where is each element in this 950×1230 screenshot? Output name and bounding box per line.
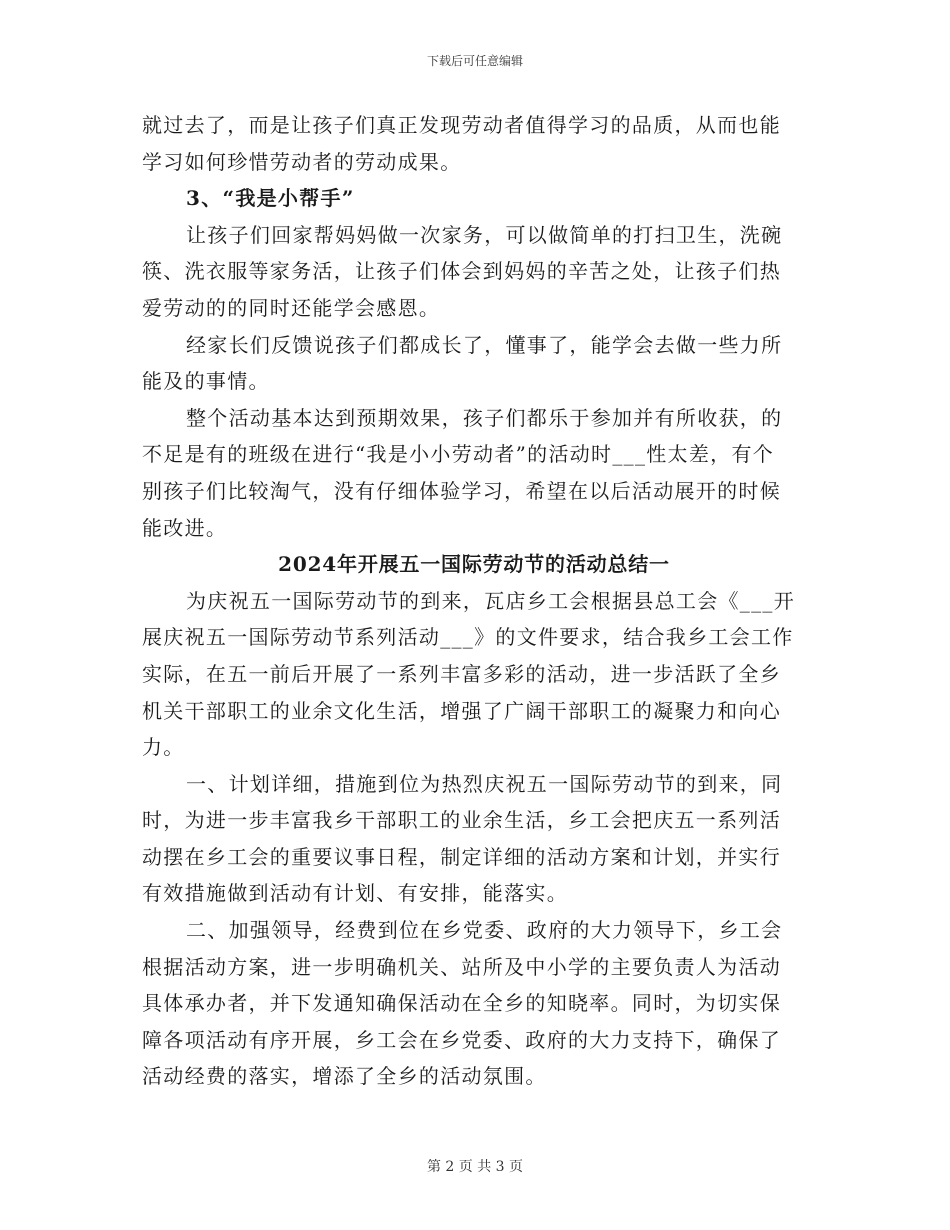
text-line: 实际，在五一前后开展了一系列丰富多彩的活动，进一步活跃了全乡 (142, 661, 781, 686)
text-line: 能改进。 (142, 515, 228, 540)
text-line: 为庆祝五一国际劳动节的到来，瓦店乡工会根据县总工会《___开 (186, 588, 795, 613)
text-line: 具体承办者，并下发通知确保活动在全乡的知晓率。同时，为切实保 (142, 991, 781, 1016)
page-number: 第 2 页 共 3 页 (426, 1159, 524, 1175)
text-line: 学习如何珍惜劳动者的劳动成果。 (142, 149, 462, 174)
text-line: 展庆祝五一国际劳动节系列活动___》的文件要求，结合我乡工会工作 (142, 625, 794, 650)
text-line: 别孩子们比较淘气，没有仔细体验学习，希望在以后活动展开的时候 (142, 478, 781, 503)
text-line: 活动经费的落实，增添了全乡的活动氛围。 (142, 1064, 547, 1089)
text-line: 有效措施做到活动有计划、有安排，能落实。 (142, 881, 568, 906)
text-line: 不足是有的班级在进行“我是小小劳动者”的活动时___性太差，有个 (142, 442, 775, 467)
text-line: 二、加强领导，经费到位在乡党委、政府的大力领导下，乡工会 (186, 918, 783, 943)
text-line: 筷、洗衣服等家务活，让孩子们体会到妈妈的辛苦之处，让孩子们热 (142, 259, 781, 284)
text-line: 能及的事情。 (142, 369, 270, 394)
text-line: 力。 (142, 735, 185, 760)
document-body (142, 107, 806, 1095)
page-header: 下载后可任意编辑 (426, 54, 523, 68)
text-line: 动摆在乡工会的重要议事日程，制定详细的活动方案和计划，并实行 (142, 844, 781, 869)
section-heading: 3、“我是小帮手” (186, 186, 355, 211)
text-line: 经家长们反馈说孩子们都成长了，懂事了，能学会去做一些力所 (186, 332, 783, 357)
text-line: 一、计划详细，措施到位为热烈庆祝五一国际劳动节的到来，同 (186, 771, 783, 796)
text-line: 时，为进一步丰富我乡干部职工的业余生活，乡工会把庆五一系列活 (142, 808, 781, 833)
text-line: 爱劳动的的同时还能学会感恩。 (142, 295, 441, 320)
text-line: 就过去了，而是让孩子们真正发现劳动者值得学习的品质，从而也能 (142, 113, 781, 137)
text-line: 整个活动基本达到预期效果，孩子们都乐于参加并有所收获，的 (186, 405, 783, 430)
section-title: 2024年开展五一国际劳动节的活动总结一 (278, 552, 670, 577)
text-line: 障各项活动有序开展，乡工会在乡党委、政府的大力支持下，确保了 (142, 1027, 781, 1052)
text-line: 机关干部职工的业余文化生活，增强了广阔干部职工的凝聚力和向心 (142, 698, 781, 723)
text-line: 根据活动方案，进一步明确机关、站所及中小学的主要负责人为活动 (142, 954, 781, 979)
text-line: 让孩子们回家帮妈妈做一次家务，可以做简单的打扫卫生，洗碗 (186, 222, 783, 247)
